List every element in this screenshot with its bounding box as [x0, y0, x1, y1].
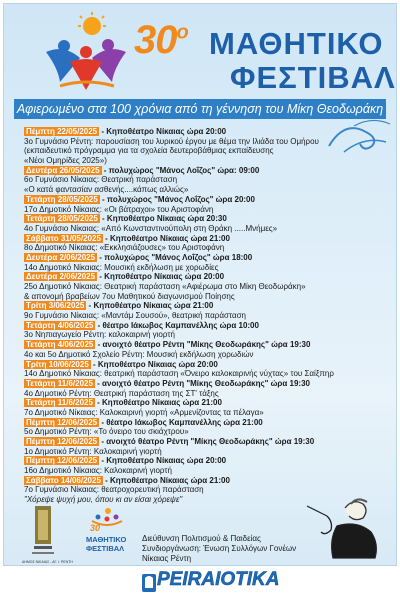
mini-festival-logo [84, 507, 130, 557]
event-text: - Κηποθέατρο Νίκαιας ώρα 20:00 [97, 272, 225, 282]
event-text: - Κηποθέατρο Νίκαιας ώρα 20:00 [99, 127, 227, 136]
event-text: «Νέοι Ομηρίδες 2025») [24, 156, 107, 166]
event-heading [24, 214, 324, 224]
event-text: - Κηποθέατρο Νίκαιας ώρα 21:00 [86, 301, 214, 311]
event-text: - Κηποθέατρο Νίκαιας ώρα 20:30 [99, 214, 227, 224]
event-text: 14ο Δημοτικό Νίκαιας: Μουσική εκδήλωση με χορωδίες [24, 262, 219, 272]
festival-title-line1: ΜΑΘΗΤΙΚΟ [209, 26, 384, 61]
event-description [24, 311, 324, 321]
swirl-decoration-icon [324, 116, 394, 156]
event-text: 6ο Γυμνάσιο Νίκαιας: Θεατρική παράσταση [24, 175, 178, 185]
event-description [24, 350, 324, 360]
event-heading [24, 437, 324, 447]
event-text: «Ο κατά φαντασίαν ασθενής....κάπως αλλιώς» [24, 185, 189, 195]
event-heading [24, 253, 324, 263]
event-description [24, 330, 324, 340]
event-text: 14ο Δημοτικό Νίκαιας: θεατρική παράσταση «Όνειρο καλοκαιρινής νύχτας» του Σαίξπηρ [24, 369, 334, 379]
event-description [24, 292, 324, 302]
event-heading [24, 195, 324, 205]
event-description [24, 205, 324, 215]
event-text: - Κηποθέατρο Νίκαιας ώρα 20:00 [90, 359, 218, 369]
event-date: Δευτέρα 26/05/2025 [26, 165, 100, 175]
event-date: Τετάρτη 11/6/2025 [26, 378, 93, 388]
event-text: 17ο Δημοτικό Νίκαιας: «Οι βάτραχοι» του Αριστοφάνη [24, 204, 214, 214]
event-date: Πέμπτη 12/06/2025 [26, 456, 98, 466]
event-text: (εκπαιδευτικό πρόγραμμα για τα σχολεία δευτεροβάθμιας εκπαίδευσης [24, 146, 274, 156]
event-date: Τρίτη 10/06/2025 [26, 359, 89, 369]
event-text: - πολυχώρος "Μάνος Λοΐζος" ώρα 20:00 [99, 194, 255, 204]
event-heading [24, 398, 324, 408]
event-text: 7ο Δημοτικό Νίκαιας: Καλοκαιρινή γιορτή «Αρμενίζοντας τα πέλαγα» [24, 407, 264, 417]
event-text: 25ο Δημοτικό Νίκαιας: Θεατρική παράσταση «Αφιέρωμα στο Μίκη Θεοδωράκη» [24, 282, 306, 291]
event-text: 4ο Δημοτικό Ρέντη: Θεατρική παράσταση της ΣΤ' τάξης [24, 388, 219, 398]
event-heading [24, 301, 324, 311]
event-heading [24, 379, 324, 389]
conductor-sketch-icon [297, 486, 387, 562]
event-description [24, 224, 324, 234]
event-text: & απονομή βραβείων 7ου Μαθητικού διαγωνισμού Ποίησης [24, 291, 235, 301]
event-description [24, 447, 324, 457]
event-text: - πολυχώρος "Μάνος Λοΐζος" ώρα: 09:00 [101, 165, 260, 175]
event-date: Σάββατο 31/05/2025 [26, 233, 101, 243]
event-date: Τετάρτη 4/06/2025 [26, 340, 94, 350]
event-text: - Κηποθέατρο Νίκαιας ώρα 20:00 [99, 456, 227, 466]
poster-header [4, 4, 397, 96]
event-text: - Κηποθέατρο Νίκαιας ώρα 21:00 [102, 233, 230, 243]
event-text: 9ο Γυμνάσιο Νίκαιας: «Μαντάμ Σουσού», θεατρική παράσταση [24, 311, 246, 321]
event-description [24, 185, 324, 195]
event-schedule [24, 127, 334, 505]
event-text: - θέατρο Ιάκωβος Καμπανέλλης ώρα 21:00 [99, 417, 263, 427]
event-date: Πέμπτη 12/06/2025 [26, 417, 98, 427]
event-text: "Χόρεψε ψυχή μου, όπου κι αν είσαι χόρεψε" [24, 495, 183, 505]
event-description [24, 137, 324, 147]
event-date: Δευτέρα 2/06/2025 [26, 252, 96, 262]
event-date: Τετάρτη 11/6/2025 [26, 398, 93, 408]
mini-logo-line2: ΦΕΣΤΙΒΑΛ [86, 544, 125, 553]
municipality-logo-icon [32, 504, 54, 558]
event-heading [24, 340, 324, 350]
event-text: - πολυχώρος "Μάνος Λοΐζος" ώρα 18:00 [97, 252, 253, 262]
event-text: - ανοιχτό θέατρο Ρέντη "Μίκης Θεοδωράκης" ώρα 19:30 [94, 378, 310, 388]
event-text: 5ο Δημοτικό Ρέντη: «Το όνειρο του σκιάχτρου» [24, 427, 189, 437]
event-description [24, 146, 324, 156]
event-heading [24, 456, 324, 466]
organizer-line1: Διεύθυνση Πολιτισμού & Παιδείας [142, 534, 261, 543]
event-heading [24, 360, 324, 370]
event-text: 1ο Δημοτικό Ρέντη: Καλοκαιρινή γιορτή [24, 446, 162, 456]
event-date: Τρίτη 3/06/2025 [26, 301, 85, 311]
event-heading [24, 166, 324, 176]
event-description [24, 263, 324, 273]
event-description [24, 243, 324, 253]
festival-logo-icon [40, 12, 130, 92]
event-text: 3ο Νηπιαγωγείο Ρέντη: καλοκαιρινή γιορτή [24, 330, 175, 340]
event-text: - Κηποθέατρο Νίκαιας ώρα 21:00 [94, 398, 222, 408]
event-date: Τετάρτη 4/06/2025 [26, 320, 94, 330]
event-text: 8ο Δημοτικό Νίκαιας: «Εκκλησιάζουσες» του Αριστοφάνη [24, 243, 225, 253]
event-text: - Κηποθέατρο Νίκαιας ώρα 21:00 [102, 475, 230, 485]
event-text: - θέατρο Ιάκωβος Καμπανέλλης ώρα 10:00 [95, 320, 259, 330]
event-description [24, 466, 324, 476]
event-heading [24, 127, 324, 137]
event-description [24, 485, 324, 495]
event-description [24, 408, 324, 418]
festival-edition-number: 30$^o$ [134, 18, 188, 62]
event-date: Πέμπτη 22/05/2025 [26, 127, 98, 136]
mini-logo-line1: ΜΑΘΗΤΙΚΟ [86, 535, 127, 544]
event-date: Πέμπτη 12/06/2025 [26, 437, 98, 446]
event-note [24, 495, 324, 505]
event-date: Σάββατο 14/06/2025 [26, 475, 101, 485]
event-heading [24, 418, 324, 428]
event-text: 3ο Γυμνάσιο Ρέντη: παρουσίαση του λυρικού έργου με θέμα την Ιλιάδα του Ομήρου [24, 136, 319, 146]
event-heading [24, 272, 324, 282]
event-text: - ανοιχτό θέατρο Ρέντη "Μίκης Θεοδωράκης" ώρα 19:30 [99, 437, 315, 446]
event-heading [24, 321, 324, 331]
event-date: Τετάρτη 28/05/2025 [26, 194, 98, 204]
mini-logo-number: 30 [90, 523, 101, 533]
event-description [24, 389, 324, 399]
event-date: Δευτέρα 2/06/2025 [26, 272, 96, 282]
event-text: 7ο Γυμνάσιο Νίκαιας: θεατροχορευτική παράσταση [24, 485, 204, 495]
organizer-line2: Συνδιοργάνωση: Ένωση Συλλόγων Γονέων Νίκαιας Ρέντη [142, 544, 297, 563]
event-text: 16ο Δημοτικό Νίκαιας: Καλοκαιρινή γιορτή [24, 466, 172, 476]
brand-name: PEIRAIOTIKA [157, 569, 280, 590]
dedication-banner: Αφιερωμένο στα 100 χρόνια από τη γέννηση του Μίκη Θεοδωράκη [14, 99, 386, 119]
event-heading [24, 234, 324, 244]
event-description [24, 369, 334, 379]
organizer-text [142, 534, 312, 564]
municipality-label: ΔΗΜΟΣ ΝΙΚΑΙΑΣ - ΑΓ. Ι. ΡΕΝΤΗ [22, 560, 73, 564]
event-description [24, 427, 324, 437]
event-text: 4ο Γυμνάσιο Νίκαιας: «Από Κωνσταντινούπολη στη Θράκη .....Μνήμες» [24, 223, 278, 233]
event-heading [24, 476, 324, 486]
event-date: Τετάρτη 28/05/2025 [26, 214, 98, 224]
festival-poster [3, 3, 397, 566]
event-description [24, 282, 324, 292]
event-text: 4ο και 5ο Δημοτικό Σχολείο Ρέντη: Μουσική εκδήλωση χορωδιών [24, 349, 254, 359]
event-description [24, 175, 324, 185]
event-description [24, 156, 324, 166]
festival-title-line2: ΦΕΣΤΙΒΑΛ [230, 60, 396, 95]
event-text: - ανοιχτό θέατρο Ρέντη "Μίκης Θεοδωράκης" ώρα 19:30 [95, 340, 311, 350]
